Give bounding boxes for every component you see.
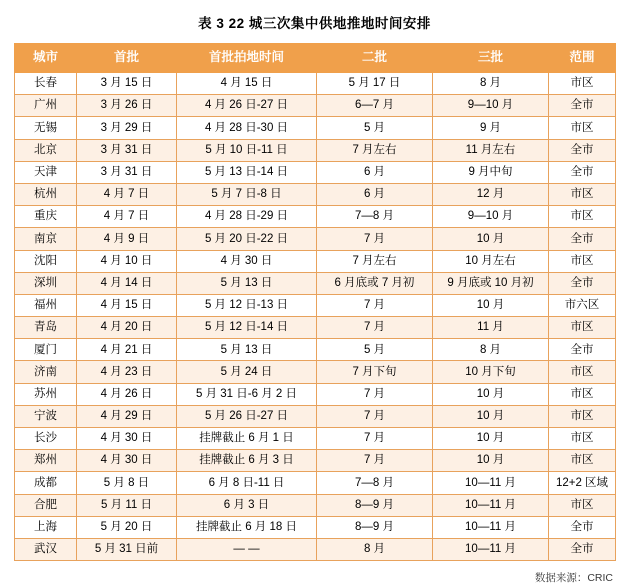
table-cell: 长春 [15,73,77,95]
table-cell: 北京 [15,139,77,161]
table-row [15,250,616,272]
table-cell: 市区 [549,183,616,205]
table-cell: 市区 [549,317,616,339]
table-cell: 5 月 20 日 [77,516,177,538]
column-header-first-batch: 首批 [77,44,177,73]
table-row [15,339,616,361]
table-cell: 5 月 [317,339,433,361]
table-cell: 郑州 [15,450,77,472]
table-cell: 4 月 7 日 [77,183,177,205]
table-row [15,428,616,450]
table-cell: 6—7 月 [317,95,433,117]
table-cell: 无锡 [15,117,77,139]
table-cell: 5 月 31 日-6 月 2 日 [177,383,317,405]
table-cell: 10—11 月 [433,494,549,516]
table-cell: 福州 [15,294,77,316]
column-header-city: 城市 [15,44,77,73]
table-cell: 挂牌截止 6 月 18 日 [177,516,317,538]
table-cell: 10 月 [433,450,549,472]
table-cell: 4 月 10 日 [77,250,177,272]
table-cell: 7 月左右 [317,139,433,161]
table-cell: 深圳 [15,272,77,294]
table-cell: 挂牌截止 6 月 3 日 [177,450,317,472]
table-cell: 4 月 26 日-27 日 [177,95,317,117]
table-cell: 10 月 [433,294,549,316]
source-note: 数据来源：CRIC [534,572,613,585]
table-row [15,95,616,117]
table-cell: 全市 [549,516,616,538]
table-cell: 6 月 [317,183,433,205]
table-cell: 苏州 [15,383,77,405]
table-cell: 4 月 20 日 [77,317,177,339]
table-cell: 10 月左右 [433,250,549,272]
table-cell: 杭州 [15,183,77,205]
table-cell: 3 月 26 日 [77,95,177,117]
table-cell: 全市 [549,95,616,117]
table-cell: 4 月 30 日 [177,250,317,272]
table-cell: 宁波 [15,405,77,427]
table-row [15,516,616,538]
table-cell: 4 月 26 日 [77,383,177,405]
table-cell: 10—11 月 [433,472,549,494]
table-row [15,183,616,205]
table-cell: 8 月 [433,339,549,361]
table-header [15,44,616,73]
table-cell: 济南 [15,361,77,383]
table-cell: 5 月 13 日 [177,339,317,361]
table-cell: 7 月下旬 [317,361,433,383]
table-cell: 4 月 29 日 [77,405,177,427]
table-cell: 10—11 月 [433,538,549,560]
table-cell: 市区 [549,361,616,383]
table-cell: 6 月底或 7 月初 [317,272,433,294]
table-cell: 9 月底或 10 月初 [433,272,549,294]
table-cell: 6 月 3 日 [177,494,317,516]
table-cell: 5 月 10 日-11 日 [177,139,317,161]
table-cell: 市区 [549,428,616,450]
table-body [15,73,616,561]
table-row [15,139,616,161]
table-cell: 4 月 7 日 [77,206,177,228]
table-cell: 10 月 [433,383,549,405]
table-cell: 8 月 [433,73,549,95]
table-cell: 全市 [549,228,616,250]
table-cell: 7 月左右 [317,250,433,272]
table-row [15,161,616,183]
table-cell: 7 月 [317,383,433,405]
table-cell: 市区 [549,206,616,228]
table-cell: 5 月 8 日 [77,472,177,494]
table-cell: 7 月 [317,317,433,339]
table-cell: 7 月 [317,450,433,472]
table-cell: 12+2 区域 [549,472,616,494]
table-cell: 市六区 [549,294,616,316]
table-cell: 4 月 30 日 [77,450,177,472]
column-header-third-batch: 三批 [433,44,549,73]
table-cell: 合肥 [15,494,77,516]
table-cell: 10—11 月 [433,516,549,538]
table-cell: 11 月左右 [433,139,549,161]
table-cell: 广州 [15,95,77,117]
table-cell: 市区 [549,494,616,516]
table-cell: 12 月 [433,183,549,205]
table-row [15,383,616,405]
table-cell: 7—8 月 [317,472,433,494]
table-cell: 4 月 21 日 [77,339,177,361]
table-cell: 7 月 [317,405,433,427]
table-cell: 10 月 [433,228,549,250]
table-cell: 10 月下旬 [433,361,549,383]
table-cell: 5 月 13 日-14 日 [177,161,317,183]
table-cell: 5 月 26 日-27 日 [177,405,317,427]
table-cell: 4 月 15 日 [77,294,177,316]
table-header-row [15,44,616,73]
table-cell: 10 月 [433,405,549,427]
table-cell: 5 月 11 日 [77,494,177,516]
table-cell: 市区 [549,383,616,405]
table-row [15,472,616,494]
table-cell: 5 月 17 日 [317,73,433,95]
table-cell: 9—10 月 [433,95,549,117]
table-cell: 市区 [549,405,616,427]
table-cell: 南京 [15,228,77,250]
table-row [15,73,616,95]
table-cell: 4 月 28 日-29 日 [177,206,317,228]
table-cell: 5 月 12 日-14 日 [177,317,317,339]
table-row [15,494,616,516]
table-cell: 7 月 [317,428,433,450]
table-cell: 全市 [549,161,616,183]
table-cell: 6 月 8 日-11 日 [177,472,317,494]
table-cell: 4 月 15 日 [177,73,317,95]
table-cell: 4 月 23 日 [77,361,177,383]
column-header-scope: 范围 [549,44,616,73]
table-cell: 9 月中旬 [433,161,549,183]
table-cell: 重庆 [15,206,77,228]
table-cell: 8 月 [317,538,433,560]
table-row [15,294,616,316]
table-cell: 青岛 [15,317,77,339]
column-header-first-batch-auction-time: 首批拍地时间 [177,44,317,73]
table-cell: 厦门 [15,339,77,361]
table-row [15,317,616,339]
table-cell: 全市 [549,272,616,294]
land-supply-schedule-table [14,43,616,561]
table-cell: 6 月 [317,161,433,183]
table-cell: 上海 [15,516,77,538]
table-row [15,450,616,472]
table-cell: 长沙 [15,428,77,450]
table-cell: 3 月 31 日 [77,161,177,183]
table-cell: 4 月 9 日 [77,228,177,250]
column-header-second-batch: 二批 [317,44,433,73]
table-cell: 5 月 31 日前 [77,538,177,560]
table-cell: 4 月 14 日 [77,272,177,294]
table-cell: 全市 [549,339,616,361]
table-cell: 7 月 [317,228,433,250]
table-cell: — — [177,538,317,560]
table-cell: 沈阳 [15,250,77,272]
table-row [15,361,616,383]
table-cell: 市区 [549,117,616,139]
table-cell: 市区 [549,250,616,272]
table-cell: 9—10 月 [433,206,549,228]
table-cell: 5 月 20 日-22 日 [177,228,317,250]
table-cell: 成都 [15,472,77,494]
table-cell: 5 月 [317,117,433,139]
table-cell: 天津 [15,161,77,183]
table-cell: 7 月 [317,294,433,316]
table-cell: 10 月 [433,428,549,450]
table-cell: 8—9 月 [317,494,433,516]
table-row [15,405,616,427]
table-cell: 4 月 30 日 [77,428,177,450]
table-row [15,117,616,139]
table-cell: 11 月 [433,317,549,339]
table-cell: 4 月 28 日-30 日 [177,117,317,139]
table-cell: 全市 [549,139,616,161]
table-row [15,228,616,250]
table-cell: 9 月 [433,117,549,139]
table-cell: 5 月 12 日-13 日 [177,294,317,316]
table-row [15,538,616,560]
table-cell: 3 月 15 日 [77,73,177,95]
table-cell: 挂牌截止 6 月 1 日 [177,428,317,450]
table-cell: 市区 [549,73,616,95]
table-title: 表 3 22 城三次集中供地推地时间安排 [198,16,431,31]
table-cell: 全市 [549,538,616,560]
table-cell: 8—9 月 [317,516,433,538]
table-cell: 3 月 29 日 [77,117,177,139]
table-cell: 7—8 月 [317,206,433,228]
table-row [15,272,616,294]
table-cell: 5 月 24 日 [177,361,317,383]
table-cell: 5 月 13 日 [177,272,317,294]
table-container [0,43,629,561]
table-cell: 武汉 [15,538,77,560]
table-cell: 3 月 31 日 [77,139,177,161]
table-cell: 市区 [549,450,616,472]
table-cell: 5 月 7 日-8 日 [177,183,317,205]
table-row [15,206,616,228]
